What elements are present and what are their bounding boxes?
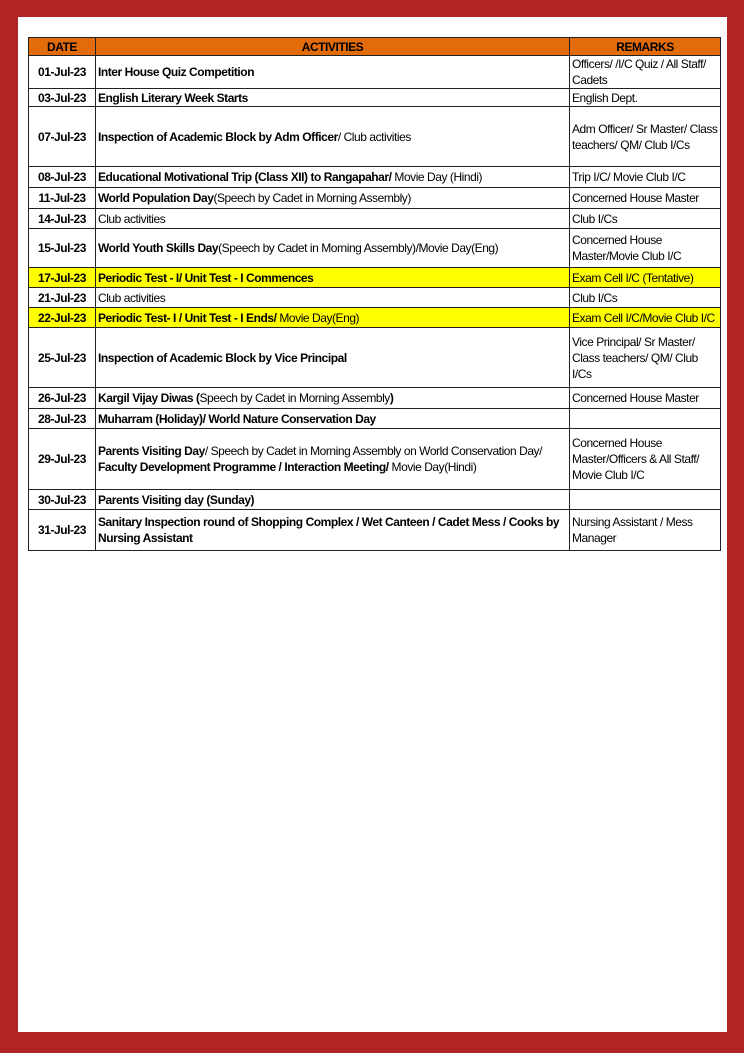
date-cell: 03-Jul-23 (29, 89, 96, 107)
activity-text-bold: Faculty Development Programme / Interaction Meeting/ (98, 460, 389, 474)
activity-text: / Speech by Cadet in Morning Assembly on World Conservation Day/ (204, 444, 542, 458)
date-cell: 14-Jul-23 (29, 209, 96, 229)
activity-text-bold: English Literary Week Starts (98, 90, 248, 105)
remarks-header: REMARKS (570, 38, 721, 56)
date-cell: 22-Jul-23 (29, 308, 96, 328)
activity-text-bold: Periodic Test- I / Unit Test - I Ends/ (98, 310, 277, 325)
remarks-cell: Officers/ /I/C Quiz / All Staff/ Cadets (570, 56, 721, 89)
activity-text-bold: Sanitary Inspection round of Shopping Complex / Wet Canteen / Cadet Mess / Cooks by Nursing Assistant (98, 515, 560, 545)
date-cell: 25-Jul-23 (29, 328, 96, 388)
remarks-cell: Concerned House Master (570, 388, 721, 409)
activity-text-bold: Parents Visiting Day (98, 444, 205, 458)
remarks-cell (570, 490, 721, 510)
activity-cell (96, 188, 570, 209)
activity-cell (96, 429, 570, 490)
activity-text-bold: Parents Visiting day (Sunday) (98, 492, 255, 507)
activity-text-bold: Muharram (Holiday)/ World Nature Conservation Day (98, 411, 376, 426)
activity-text-bold: World Population Day (98, 191, 214, 205)
activity-text: Movie Day (Hindi) (391, 170, 483, 184)
remarks-cell: Club I/Cs (570, 288, 721, 308)
activity-cell (96, 268, 570, 288)
activity-cell (96, 209, 570, 229)
remarks-cell: Adm Officer/ Sr Master/ Class teachers/ QM/ Club I/Cs (570, 107, 721, 167)
activity-text: Club activities (98, 290, 166, 305)
activity-text: Speech by Cadet in Morning Assembly (199, 391, 390, 405)
document-page (18, 17, 727, 1032)
activity-text-bold: Inspection of Academic Block by Adm Officer (98, 129, 338, 144)
date-cell: 01-Jul-23 (29, 56, 96, 89)
activity-text: (Speech by Cadet in Morning Assembly) (213, 191, 411, 205)
date-cell: 17-Jul-23 (29, 268, 96, 288)
remarks-cell: Exam Cell I/C/Movie Club I/C (570, 308, 721, 328)
activity-cell (96, 308, 570, 328)
date-cell: 26-Jul-23 (29, 388, 96, 409)
remarks-cell: Concerned House Master/Movie Club I/C (570, 229, 721, 268)
activity-cell (96, 409, 570, 429)
activity-cell (96, 167, 570, 188)
remarks-cell: Exam Cell I/C (Tentative) (570, 268, 721, 288)
activity-cell (96, 388, 570, 409)
activity-cell (96, 107, 570, 167)
activity-cell (96, 490, 570, 510)
date-cell: 29-Jul-23 (29, 429, 96, 490)
remarks-cell (570, 409, 721, 429)
activity-text: Club activities (98, 211, 166, 226)
remarks-cell: Club I/Cs (570, 209, 721, 229)
date-cell: 30-Jul-23 (29, 490, 96, 510)
activity-text-bold: Periodic Test - I/ Unit Test - I Commences (98, 270, 314, 285)
remarks-cell: Vice Principal/ Sr Master/ Class teachers/ QM/ Club I/Cs (570, 328, 721, 388)
date-cell: 11-Jul-23 (29, 188, 96, 209)
activity-text: / Club activities (337, 129, 411, 144)
date-cell: 31-Jul-23 (29, 510, 96, 551)
remarks-cell: Concerned House Master (570, 188, 721, 209)
activity-cell (96, 229, 570, 268)
date-cell: 28-Jul-23 (29, 409, 96, 429)
date-cell: 15-Jul-23 (29, 229, 96, 268)
activity-text-bold: Inspection of Academic Block by Vice Principal (98, 350, 347, 365)
activities-header: ACTIVITIES (96, 38, 570, 56)
date-cell: 08-Jul-23 (29, 167, 96, 188)
activity-cell (96, 56, 570, 89)
table-header-row (29, 38, 721, 56)
date-header: DATE (29, 38, 96, 56)
activity-cell (96, 288, 570, 308)
activity-text-bold: Inter House Quiz Competition (98, 65, 255, 79)
activity-text: Movie Day(Eng) (276, 310, 360, 325)
activity-cell (96, 510, 570, 551)
remarks-cell: Trip I/C/ Movie Club I/C (570, 167, 721, 188)
activity-text-bold: Kargil Vijay Diwas ( (98, 391, 200, 405)
remarks-cell: Nursing Assistant / Mess Manager (570, 510, 721, 551)
date-cell: 07-Jul-23 (29, 107, 96, 167)
activity-text-bold: World Youth Skills Day (98, 241, 219, 255)
activity-text-bold: Educational Motivational Trip (Class XII) to Rangapahar/ (98, 170, 392, 184)
activity-cell (96, 328, 570, 388)
activity-calendar-table (28, 37, 721, 551)
remarks-cell: Concerned House Master/Officers & All Staff/ Movie Club I/C (570, 429, 721, 490)
date-cell: 21-Jul-23 (29, 288, 96, 308)
activity-text-bold: ) (389, 391, 394, 405)
activity-cell (96, 89, 570, 107)
remarks-cell: English Dept. (570, 89, 721, 107)
activity-text: (Speech by Cadet in Morning Assembly)/Movie Day(Eng) (218, 241, 499, 255)
activity-text: Movie Day(Hindi) (388, 460, 477, 474)
